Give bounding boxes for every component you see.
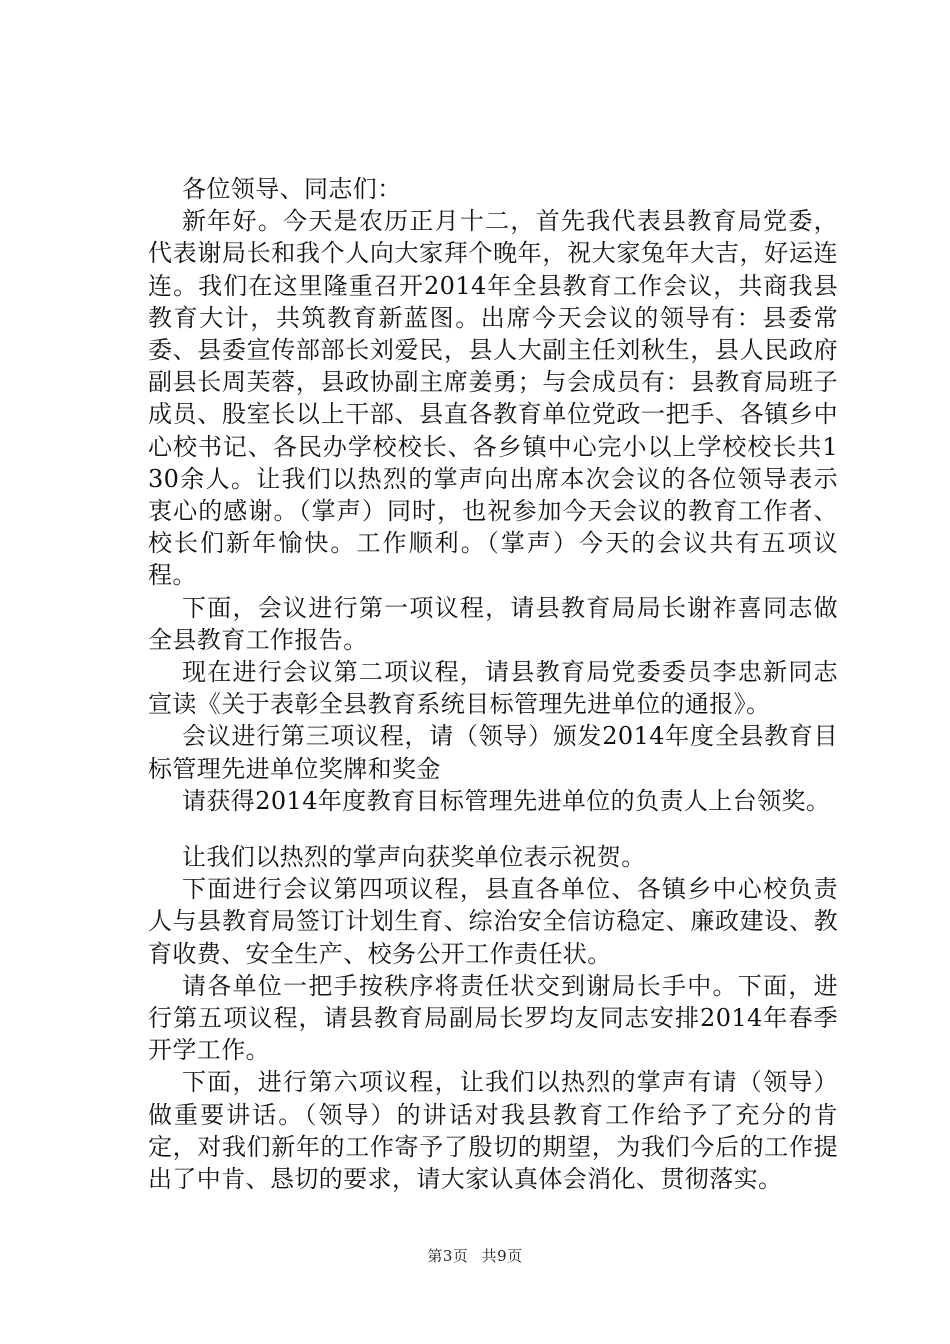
page-footer xyxy=(0,1245,950,1266)
page-number-current: 第3页 xyxy=(427,1247,469,1265)
agenda-item-2: 现在进行会议第二项议程，请县教育局党委委员李忠新同志宣读《关于表彰全县教育系统目标管理先进单位的通报》。 xyxy=(148,658,838,719)
agenda-item-3: 会议进行第三项议程，请（领导）颁发2014年度全县教育目标管理先进单位奖牌和奖金 xyxy=(148,722,838,783)
award-instruction: 请获得2014年度教育目标管理先进单位的负责人上台领奖。 xyxy=(182,786,831,815)
agenda-item-4: 下面进行会议第四项议程，县直各单位、各镇乡中心校负责人与县教育局签订计划生育、综治安全信访稳定、廉政建设、教育收费、安全生产、校务公开工作责任状。 xyxy=(148,875,838,968)
opening-paragraph: 新年好。今天是农历正月十二，首先我代表县教育局党委，代表谢局长和我个人向大家拜个晚年，祝大家兔年大吉，好运连连。我们在这里隆重召开2014年全县教育工作会议，共商我县教育大计，共筑教育新蓝图。出席今天会议的领导有：县委常委、县委宣传部部长刘爱民，县人大副主任刘秋生，县人民政府副县长周芙蓉，县政协副主席姜勇；与会成员有：县教育局班子成员、股室长以上干部、县直各教育单位党政一把手、各镇乡中心校书记、各民办学校校长、各乡镇中心完小以上学校校长共130余人。让我们以热烈的掌声向出席本次会议的各位领导表示衷心的感谢。（掌声）同时，也祝参加今天会议的教育工作者、校长们新年愉快。工作顺利。（掌声）今天的会议共有五项议程。 xyxy=(148,207,838,590)
page-number-total: 共9页 xyxy=(481,1247,523,1265)
congratulation-line: 让我们以热烈的掌声向获奖单位表示祝贺。 xyxy=(182,843,646,872)
agenda-item-6: 下面，进行第六项议程，让我们以热烈的掌声有请（领导）做重要讲话。（领导）的讲话对我县教育工作给予了充分的肯定，对我们新年的工作寄予了殷切的期望，为我们今后的工作提出了中肯、恳切的要求，请大家认真体会消化、贯彻落实。 xyxy=(148,1068,838,1194)
agenda-item-5: 请各单位一把手按秩序将责任状交到谢局长手中。下面，进行第五项议程，请县教育局副局长罗均友同志安排2014年春季开学工作。 xyxy=(148,971,838,1065)
document-body xyxy=(148,173,838,1195)
paragraph-gap xyxy=(148,817,838,841)
salutation: 各位领导、同志们： xyxy=(182,175,402,203)
agenda-item-1: 下面，会议进行第一项议程，请县教育局局长谢祚喜同志做全县教育工作报告。 xyxy=(148,593,838,654)
